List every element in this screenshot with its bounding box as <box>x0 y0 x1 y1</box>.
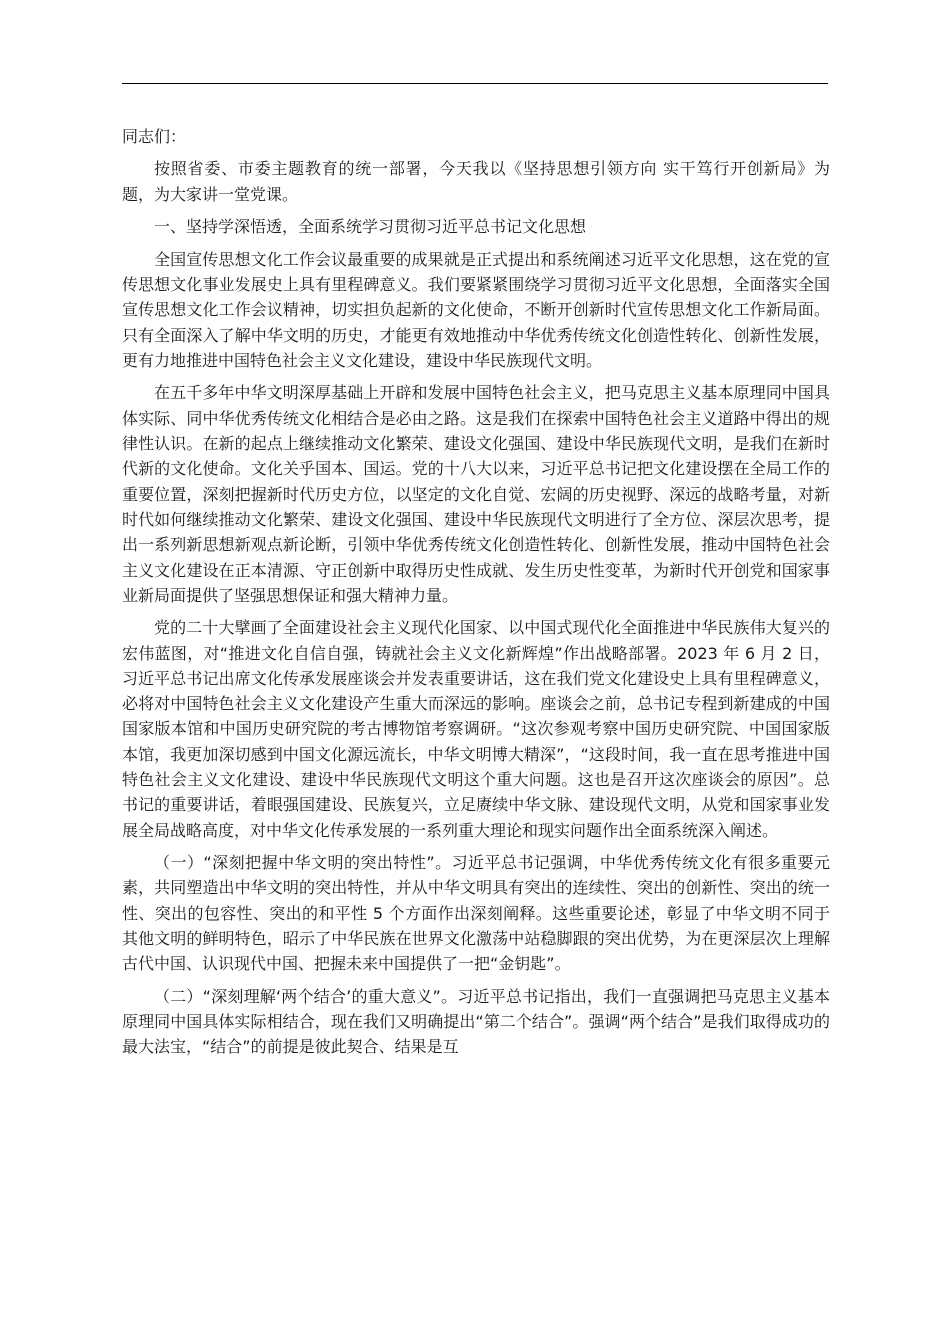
section-heading: 一、坚持学深悟透，全面系统学习贯彻习近平总书记文化思想 <box>154 217 587 237</box>
body-paragraph: 全国宣传思想文化工作会议最重要的成果就是正式提出和系统阐述习近平文化思想，这在党的宣传思想文化事业发展史上具有里程碑意义。我们要紧紧围绕学习贯彻习近平文化思想，全面落实全国宣传思想文化工作会议精神，切实担负起新的文化使命，不断开创新时代宣传思想文化工作新局面。只有全面深入了解中华文明的历史，才能更有效地推动中华优秀传统文化创造性转化、创新性发展，更有力地推进中国特色社会主义文化建设，建设中华民族现代文明。 <box>122 249 830 370</box>
intro-paragraph: 按照省委、市委主题教育的统一部署，今天我以《坚持思想引领方向 实干笃行开创新局》为题，为大家讲一堂党课。 <box>122 159 830 204</box>
document-body <box>122 124 830 1067</box>
body-paragraph: 党的二十大擘画了全面建设社会主义现代化国家、以中国式现代化全面推进中华民族伟大复兴的宏伟蓝图，对“推进文化自信自强，铸就社会主义文化新辉煌”作出战略部署。2023 年 6 月 2 日，习近平总书记出席文化传承发展座谈会并发表重要讲话，这在我们党文化建设史上具有里程碑意义，必将对中国特色社会主义文化建设产生重大而深远的影响。座谈会之前，总书记专程到新建成的中国国家版本馆和中国历史研究院的考古博物馆考察调研。“这次参观考察中国历史研究院、中国国家版本馆，我更加深切感到中国文化源远流长，中华文明博大精深”，“这段时间，我一直在思考推进中国特色社会主义文化建设、建设中华民族现代文明这个重大问题。这也是召开这次座谈会的原因”。总书记的重要讲话，着眼强国建设、民族复兴，立足赓续中华文脉、建设现代文明，从党和国家事业发展全局战略高度，对中华文化传承发展的一系列重大理论和现实问题作出全面系统深入阐述。 <box>122 618 830 840</box>
subsection-paragraph: （二）“深刻理解‘两个结合’的重大意义”。习近平总书记指出，我们一直强调把马克思主义基本原理同中国具体实际相结合，现在我们又明确提出“第二个结合”。强调“两个结合”是我们取得成功的最大法宝，“结合”的前提是彼此契合、结果是互 <box>122 986 830 1057</box>
subsection-paragraph: （一）“深刻把握中华文明的突出特性”。习近平总书记强调，中华优秀传统文化有很多重要元素，共同塑造出中华文明的突出特性，并从中华文明具有突出的连续性、突出的创新性、突出的统一性、突出的包容性、突出的和平性 5 个方面作出深刻阐释。这些重要论述，彰显了中华文明不同于其他文明的鲜明特色，昭示了中华民族在世界文化激荡中站稳脚跟的突出优势，为在更深层次上理解古代中国、认识现代中国、把握未来中国提供了一把“金钥匙”。 <box>122 853 830 974</box>
salutation: 同志们： <box>122 127 187 146</box>
header-rule <box>122 83 828 84</box>
body-paragraph: 在五千多年中华文明深厚基础上开辟和发展中国特色社会主义，把马克思主义基本原理同中国具体实际、同中华优秀传统文化相结合是必由之路。这是我们在探索中国特色社会主义道路中得出的规律性认识。在新的起点上继续推动文化繁荣、建设文化强国、建设中华民族现代文明，是我们在新时代新的文化使命。文化关乎国本、国运。党的十八大以来，习近平总书记把文化建设摆在全局工作的重要位置，深刻把握新时代历史方位，以坚定的文化自觉、宏阔的历史视野、深远的战略考量，对新时代如何继续推动文化繁荣、建设文化强国、建设中华民族现代文明进行了全方位、深层次思考，提出一系列新思想新观点新论断，引领中华优秀传统文化创造性转化、创新性发展，推动中国特色社会主义文化建设在正本清源、守正创新中取得历史性成就、发生历史性变革，为新时代开创党和国家事业新局面提供了坚强思想保证和强大精神力量。 <box>122 383 830 605</box>
